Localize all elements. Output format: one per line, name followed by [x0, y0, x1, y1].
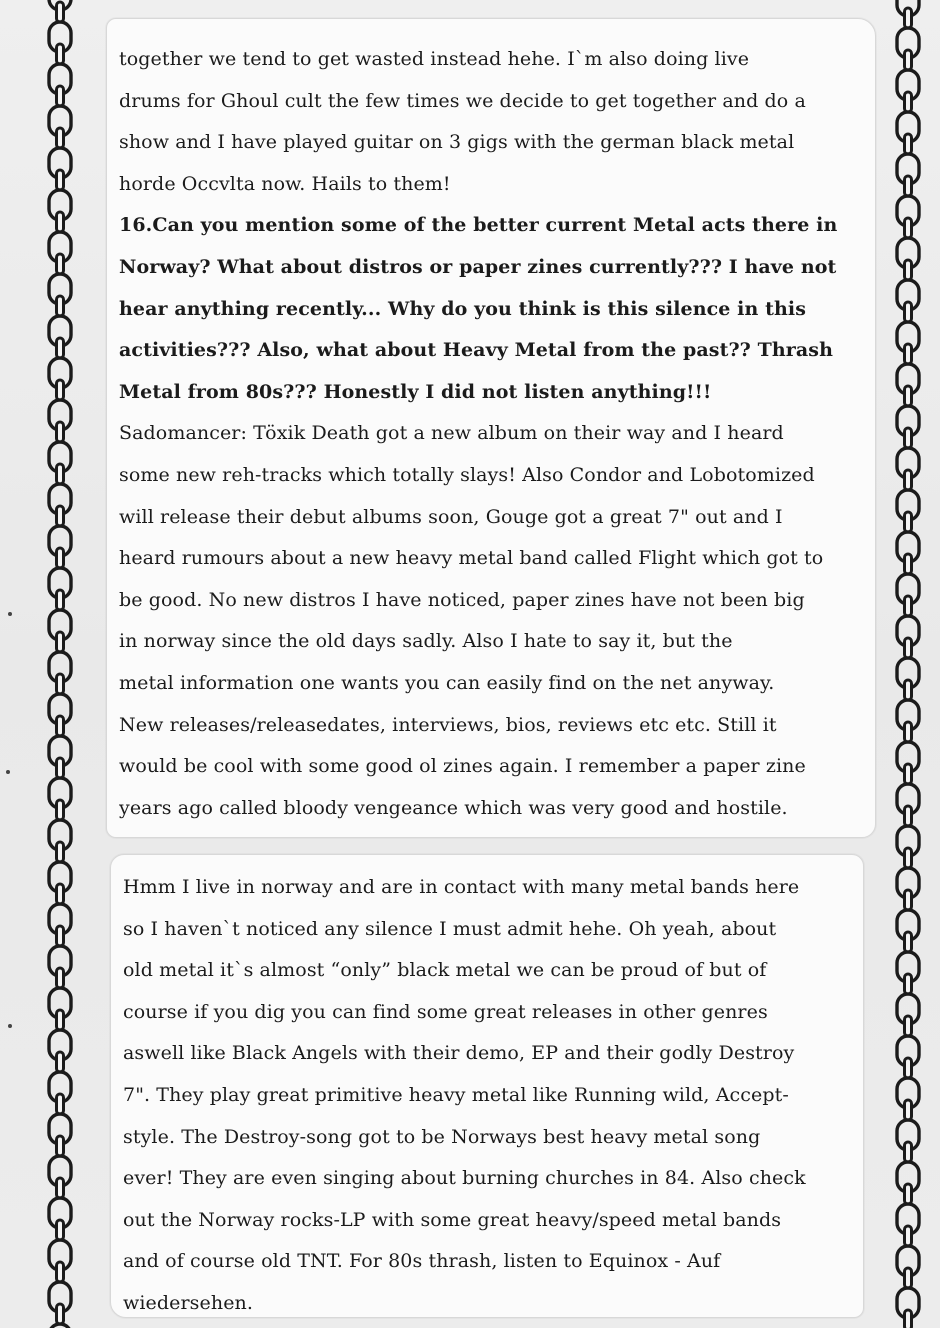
answer-line: Hmm I live in norway and are in contact with many metal bands here [123, 876, 800, 898]
answer-line: old metal it`s almost “only” black metal we can be proud of but of [123, 959, 767, 982]
answer-line: some new reh-tracks which totally slays! Also Condor and Lobotomized [119, 463, 815, 486]
chain-link-icon [40, 0, 80, 1328]
answer-line: will release their debut albums soon, Gouge got a great 7" out and I [119, 505, 783, 528]
answer-line: so I haven`t noticed any silence I must admit hehe. Oh yeah, about [123, 917, 777, 940]
panel-text [119, 39, 865, 829]
answer-line: wiedersehen. [123, 1291, 254, 1314]
answer-line: ever! They are even singing about burning churches in 84. Also check [123, 1167, 806, 1190]
question-line: Metal from 80s??? Honestly I did not listen anything!!! [119, 380, 712, 403]
answer-line: years ago called bloody vengeance which was very good and hostile. [119, 796, 788, 819]
answer-line: out the Norway rocks-LP with some great heavy/speed metal bands [123, 1208, 782, 1231]
staple-mark [8, 1024, 12, 1028]
answer-line: Sadomancer: Töxik Death got a new album on their way and I heard [119, 422, 784, 445]
answer-line: together we tend to get wasted instead hehe. I`m also doing live [119, 48, 750, 70]
answer-line: drums for Ghoul cult the few times we decide to get together and do a [119, 89, 806, 112]
answer-line: and of course old TNT. For 80s thrash, listen to Equinox - Auf [123, 1250, 721, 1273]
answer-line: horde Occvlta now. Hails to them! [119, 172, 451, 195]
question-line: hear anything recently... Why do you think is this silence in this [119, 297, 807, 320]
answer-line: 7". They play great primitive heavy metal like Running wild, Accept- [123, 1083, 789, 1106]
answer-line: course if you dig you can find some great releases in other genres [123, 1000, 768, 1023]
panel-text [123, 867, 853, 1325]
chain-border-left [40, 0, 80, 1328]
interview-panel-bottom [110, 854, 864, 1318]
staple-mark [8, 612, 12, 616]
chain-border-right [888, 0, 928, 1328]
interview-panel-top [106, 18, 876, 838]
answer-line: heard rumours about a new heavy metal band called Flight which got to [119, 547, 824, 570]
answer-line: aswell like Black Angels with their demo, EP and their godly Destroy [123, 1042, 795, 1065]
answer-line: in norway since the old days sadly. Also I hate to say it, but the [119, 630, 733, 653]
question-line: Norway? What about distros or paper zines currently??? I have not [119, 255, 837, 278]
staple-mark [6, 770, 10, 774]
answer-line: would be cool with some good ol zines again. I remember a paper zine [119, 755, 806, 778]
question-line: 16.Can you mention some of the better current Metal acts there in [119, 214, 838, 237]
answer-line: metal information one wants you can easily find on the net anyway. [119, 671, 775, 694]
answer-line: style. The Destroy-song got to be Norways best heavy metal song [123, 1125, 761, 1148]
chain-link-icon [888, 0, 928, 1328]
answer-line: show and I have played guitar on 3 gigs with the german black metal [119, 131, 795, 154]
answer-line: New releases/releasedates, interviews, bios, reviews etc etc. Still it [119, 713, 777, 736]
answer-line: be good. No new distros I have noticed, paper zines have not been big [119, 588, 805, 611]
question-line: activities??? Also, what about Heavy Metal from the past?? Thrash [119, 339, 834, 362]
